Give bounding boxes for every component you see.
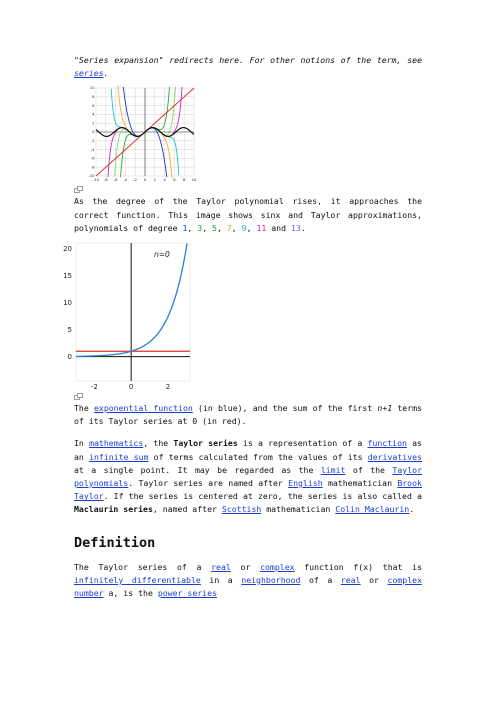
y-tick-label: -4 bbox=[90, 148, 95, 153]
definition-paragraph bbox=[74, 561, 422, 601]
taylor-series-term: Taylor series bbox=[173, 438, 238, 449]
text: of the bbox=[345, 464, 393, 475]
sep: , bbox=[231, 222, 242, 233]
x-tick-label: 0 bbox=[128, 383, 134, 392]
x-tick-label: 0 bbox=[143, 178, 147, 183]
y-tick-label: -2 bbox=[90, 139, 95, 144]
text: In bbox=[74, 438, 90, 449]
hatnote bbox=[74, 54, 422, 80]
n-plus-one: n+1 bbox=[377, 403, 393, 414]
y-tick-label: 2 bbox=[92, 121, 95, 126]
function-link[interactable]: function bbox=[367, 438, 407, 449]
y-tick-label: 4 bbox=[92, 113, 95, 118]
figure1-caption bbox=[74, 195, 422, 235]
series-link[interactable]: series bbox=[74, 68, 104, 79]
text: at a single point. It may be regarded as the bbox=[74, 464, 321, 475]
complex-link[interactable]: complex bbox=[260, 561, 295, 572]
mathematics-link[interactable]: mathematics bbox=[89, 438, 144, 449]
text: mathematician bbox=[322, 478, 398, 489]
degree-11: 11 bbox=[256, 222, 267, 233]
x-tick-label: -6 bbox=[113, 178, 118, 183]
x-tick-label: 4 bbox=[163, 178, 166, 183]
colin-maclaurin-link[interactable]: Colin Maclaurin bbox=[335, 504, 410, 515]
infinite-sum-link[interactable]: infinite sum bbox=[89, 451, 149, 462]
caption2-mid: (in blue), and the sum of the first bbox=[192, 403, 378, 414]
power-series-link[interactable]: power series bbox=[157, 588, 217, 599]
degree-5: 5 bbox=[212, 222, 217, 233]
caption1-text: As the degree of the Taylor polynomial rises, it approaches the correct function. This image shows sinx and Taylor approximations, polynomials of degree bbox=[74, 196, 422, 233]
text: function f(x) that is bbox=[294, 561, 423, 572]
taylor-polynomials-link[interactable]: Taylor polynomials bbox=[74, 464, 422, 489]
x-tick-label: -2 bbox=[90, 383, 98, 392]
y-tick-label: 0 bbox=[92, 130, 95, 135]
text: mathematician bbox=[261, 504, 336, 515]
sep: , bbox=[246, 222, 257, 233]
y-tick-label: 10 bbox=[63, 298, 72, 307]
figure2-caption bbox=[74, 402, 422, 428]
x-tick-label: -10 bbox=[93, 178, 99, 183]
sine-taylor-figure bbox=[86, 84, 198, 184]
sep: , bbox=[216, 222, 227, 233]
text: . If the series is centered at zero, the series is also called a bbox=[103, 491, 422, 502]
limit-link[interactable]: limit bbox=[320, 464, 346, 475]
y-tick-label: 5 bbox=[67, 326, 72, 335]
text: of terms calculated from the values of its bbox=[148, 451, 368, 462]
y-tick-label: 10 bbox=[89, 86, 95, 91]
y-tick-label: 20 bbox=[63, 244, 72, 253]
scottish-link[interactable]: Scottish bbox=[221, 504, 262, 515]
n-label: n=0 bbox=[154, 250, 170, 260]
x-tick-label: 10 bbox=[191, 178, 197, 183]
complex-number-link[interactable]: complex number bbox=[74, 574, 423, 599]
neighborhood-link[interactable]: neighborhood bbox=[241, 574, 301, 585]
x-tick-label: -4 bbox=[123, 178, 128, 183]
x-tick-label: 8 bbox=[183, 178, 186, 183]
brook-taylor-link[interactable]: Brook Taylor bbox=[74, 478, 422, 502]
text: or bbox=[230, 561, 261, 572]
text: is a representation of a bbox=[237, 438, 368, 449]
enlarge-icon[interactable] bbox=[74, 186, 83, 193]
hatnote-period: . bbox=[103, 68, 109, 79]
x-tick-label: -2 bbox=[133, 178, 137, 183]
exponential-function-link[interactable]: exponential function bbox=[93, 403, 193, 414]
text: The Taylor series of a bbox=[74, 561, 212, 572]
text: . Taylor series are named after bbox=[128, 478, 289, 489]
x-tick-label: 2 bbox=[153, 178, 156, 183]
caption2-pre: The bbox=[74, 403, 94, 414]
text: of a bbox=[300, 574, 341, 585]
exponential-figure bbox=[58, 241, 198, 391]
degree-9: 9 bbox=[241, 222, 247, 233]
sep: , bbox=[202, 222, 213, 233]
degree-13: 13 bbox=[290, 222, 301, 233]
infinitely-differentiable-link[interactable]: infinitely differentiable bbox=[74, 574, 201, 585]
x-tick-label: 6 bbox=[173, 178, 176, 183]
maclaurin-series-term: Maclaurin series bbox=[74, 504, 153, 515]
y-tick-label: -8 bbox=[90, 165, 95, 170]
degree-7: 7 bbox=[226, 222, 232, 233]
y-tick-label: 0 bbox=[67, 353, 72, 362]
article-body bbox=[63, 54, 423, 600]
definition-heading: Definition bbox=[74, 534, 156, 551]
text: , named after bbox=[152, 504, 222, 515]
enlarge-icon[interactable] bbox=[74, 393, 83, 400]
y-tick-label: 15 bbox=[63, 271, 72, 280]
text: as an bbox=[74, 438, 422, 462]
text: or bbox=[360, 574, 388, 585]
text: a, is the bbox=[103, 588, 158, 599]
text: , the bbox=[143, 438, 174, 449]
y-tick-label: -10 bbox=[88, 174, 95, 179]
and: and bbox=[266, 222, 291, 233]
x-tick-label: -8 bbox=[104, 178, 108, 183]
caption2-post: terms of its Taylor series at 0 (in red). bbox=[74, 403, 423, 427]
x-tick-label: 2 bbox=[165, 383, 171, 392]
degree-3: 3 bbox=[197, 222, 203, 233]
caption1-end: . bbox=[300, 222, 306, 233]
text: in a bbox=[200, 574, 242, 585]
text: . bbox=[409, 504, 415, 515]
degree-1: 1 bbox=[182, 222, 188, 233]
real-link[interactable]: real bbox=[211, 561, 231, 572]
hatnote-text: "Series expansion" redirects here. For other notions of the term, see bbox=[74, 55, 422, 65]
derivatives-link[interactable]: derivatives bbox=[367, 451, 422, 462]
english-link[interactable]: English bbox=[288, 478, 323, 489]
intro-paragraph bbox=[74, 437, 422, 516]
y-tick-label: 6 bbox=[92, 104, 95, 109]
real-link[interactable]: real bbox=[340, 574, 361, 585]
y-tick-label: 8 bbox=[92, 95, 95, 100]
sep: , bbox=[187, 222, 198, 233]
y-tick-label: -6 bbox=[90, 157, 95, 162]
